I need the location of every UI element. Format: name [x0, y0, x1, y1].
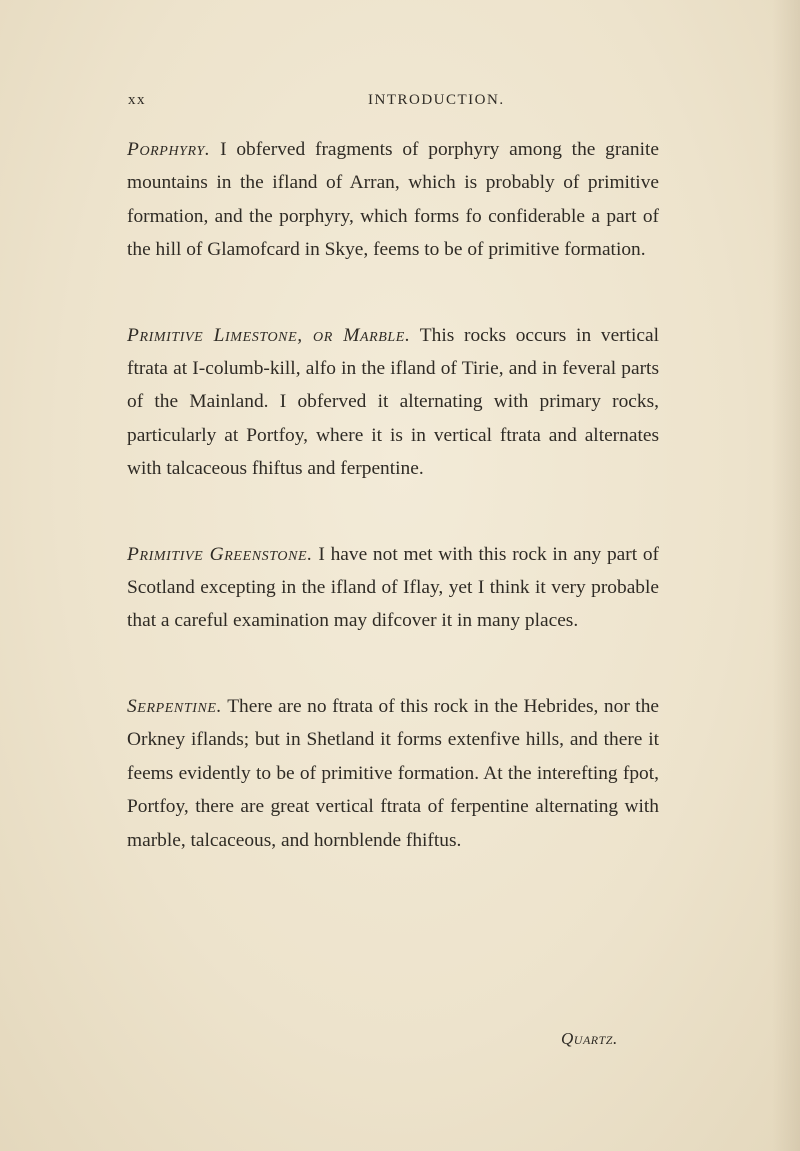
page-edge-shadow [772, 0, 800, 1151]
body-text [127, 133, 659, 857]
paragraph-text: This rocks occurs in vertical ftrata at I-columb-kill, alfo in the ifland of Tirie, and in feveral parts of the Mainland. I obferved it alternating with primary rocks, particularly at Portfoy, where it is in vertical ftrata and alternates with talcaceous fhiftus and ferpentine. [127, 324, 660, 480]
paragraph-heading: Serpentine. [127, 695, 223, 717]
paragraph-heading: Primitive Limestone, or Marble. [127, 324, 411, 346]
catchword: Quartz. [561, 1029, 618, 1048]
paragraph-text: There are no ftrata of this rock in the Hebrides, nor the Orkney iflands; but in Shetland it forms extenfive hills, and there it feems evidently to be of primitive formation. At the interefting fpot, Portfoy, there are great vertical ftrata of ferpentine alternating with marble, talcaceous, and hornblende fhiftus. [127, 695, 659, 851]
paragraph-text: I have not met with this rock in any part of Scotland excepting in the ifland of Iflay, yet I think it very probable that a careful examination may difcover it in many places. [127, 543, 660, 632]
paragraph-serpentine [127, 690, 659, 857]
paragraph-heading: Primitive Greenstone. [127, 543, 313, 565]
paragraph-porphyry [127, 133, 659, 267]
page-number: xx [128, 92, 146, 108]
paragraph-heading: Porphyry. [127, 139, 211, 160]
running-title: INTRODUCTION. [368, 92, 505, 108]
paragraph-text: I obferved fragments of porphyry among the granite mountains in the ifland of Arran, which is probably of primitive formation, and the porphyry, which forms fo confiderable a part of the hill of Glamofcard in Skye, feems to be of primitive formation. [127, 139, 659, 261]
paragraph-primitive-greenstone [127, 538, 659, 638]
paragraph-primitive-limestone [127, 319, 659, 486]
page-header [128, 92, 658, 114]
